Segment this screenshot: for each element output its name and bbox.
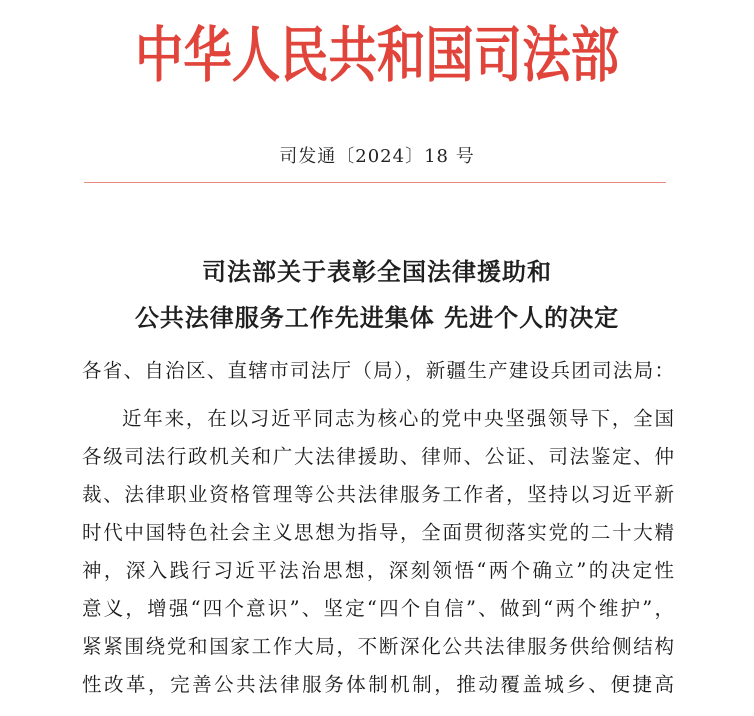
body-line: 神，深入践行习近平法治思想，深刻领悟“两个确立”的决定性 <box>82 559 674 582</box>
body-line: 意义，增强“四个意识”、坚定“四个自信”、做到“两个维护”， <box>82 597 674 620</box>
body-line: 各级司法行政机关和广大法律援助、律师、公证、司法鉴定、仲 <box>82 445 674 468</box>
body-line: 时代中国特色社会主义思想为指导，全面贯彻落实党的二十大精 <box>82 521 674 544</box>
red-divider-line <box>84 182 666 183</box>
document-title-line-1: 司法部关于表彰全国法律援助和 <box>202 258 552 286</box>
body-line: 近年来，在以习近平同志为核心的党中央坚强领导下，全国 <box>122 407 674 430</box>
masthead-svg <box>0 6 754 98</box>
body-line: 紧紧围绕党和国家工作大局，不断深化公共法律服务供给侧结构 <box>82 635 674 658</box>
masthead-title: 中华人民共和国司法部 <box>135 21 619 91</box>
salutation: 各省、自治区、直辖市司法厅（局），新疆生产建设兵团司法局： <box>82 359 674 382</box>
body-line: 裁、法律职业资格管理等公共法律服务工作者，坚持以习近平新 <box>82 483 674 506</box>
document-title-line-2: 公共法律服务工作先进集体 先进个人的决定 <box>134 304 620 332</box>
document-number: 司发通〔2024〕18 号 <box>279 146 475 167</box>
masthead <box>0 6 754 98</box>
body-line: 性改革，完善公共法律服务体制机制，推动覆盖城乡、便捷高 <box>82 673 674 696</box>
